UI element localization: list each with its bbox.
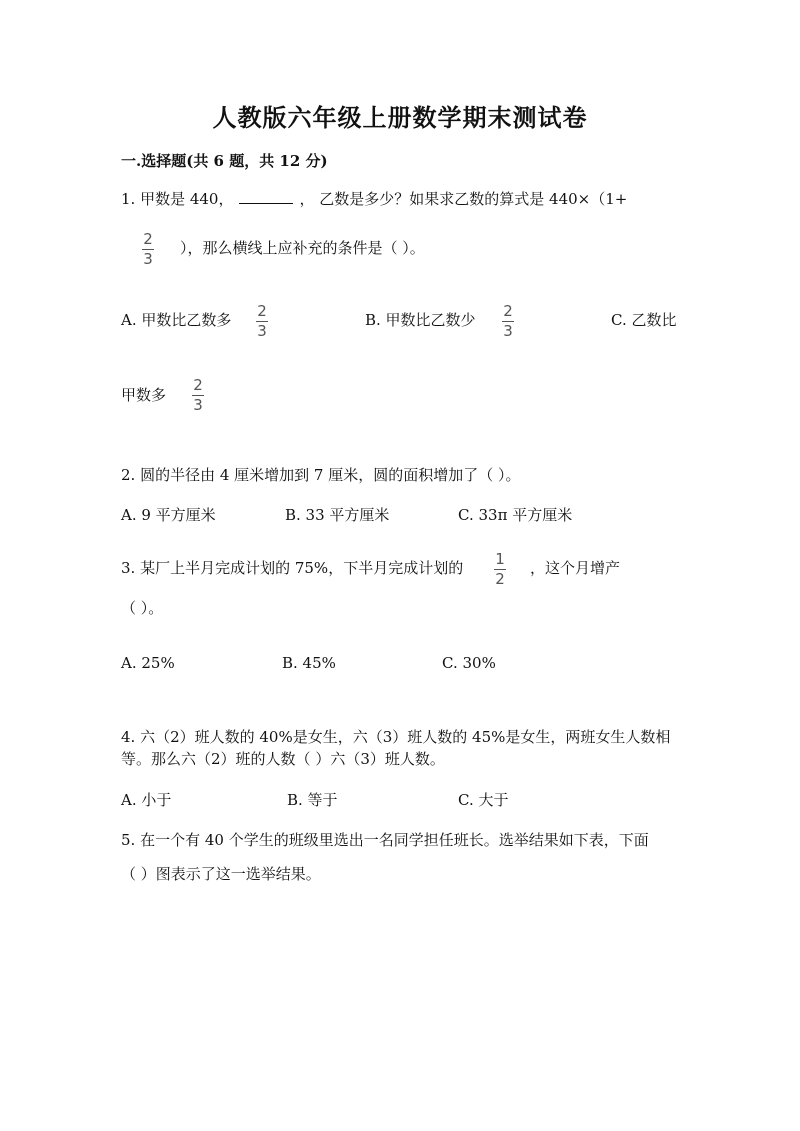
fraction-denominator: 3 (503, 322, 513, 340)
q1-option-a-fraction (256, 304, 268, 339)
section-heading: 一.选择题(共 6 题，共 12 分) (121, 152, 328, 170)
fraction-numerator: 2 (143, 230, 153, 248)
q1-stem-line2: ），那么横线上应补充的条件是（ ）。 (180, 239, 425, 257)
q1-stem-line1 (121, 189, 627, 209)
fraction-denominator: 3 (143, 250, 153, 268)
fraction-denominator: 3 (257, 322, 267, 340)
q1-option-b[interactable]: B. 甲数比乙数少 (365, 311, 476, 329)
q2-stem: 2. 圆的半径由 4 厘米增加到 7 厘米，圆的面积增加了（ ）。 (121, 466, 521, 484)
fraction-numerator: 2 (193, 376, 203, 394)
q4-option-c[interactable]: C. 大于 (458, 791, 509, 809)
fraction-denominator: 3 (193, 396, 203, 414)
q1-option-a[interactable]: A. 甲数比乙数多 (121, 311, 232, 329)
q3-stem-fraction (494, 552, 506, 587)
q1-stem-fraction (142, 232, 154, 267)
q1-option-c-continued: 甲数多 (121, 386, 167, 404)
q3-option-a[interactable]: A. 25% (121, 654, 175, 672)
q3-stem-part-c: （ ）。 (121, 599, 164, 617)
q4-option-b[interactable]: B. 等于 (287, 791, 338, 809)
q3-stem-part-b: ，这个月增产 (530, 559, 621, 577)
q1-option-c-fraction (192, 378, 204, 413)
fraction-numerator: 2 (257, 302, 267, 320)
q4-stem-line1: 4. 六（2）班人数的 40%是女生，六（3）班人数的 45%是女生，两班女生人数相 (121, 728, 671, 746)
q4-stem-line2: 等。那么六（2）班的人数（ ）六（3）班人数。 (121, 750, 445, 768)
q1-option-b-fraction (502, 304, 514, 339)
q1-option-c[interactable]: C. 乙数比 (611, 311, 677, 329)
page-title: 人教版六年级上册数学期末测试卷 (212, 103, 588, 132)
fraction-denominator: 2 (495, 570, 505, 588)
q5-stem-line1: 5. 在一个有 40 个学生的班级里选出一名同学担任班长。选举结果如下表，下面 (121, 831, 649, 849)
fraction-numerator: 1 (495, 550, 505, 568)
q3-option-c[interactable]: C. 30% (442, 654, 496, 672)
q1-stem-part-b: ， 乙数是多少？如果求乙数的算式是 440×（1+ (299, 190, 628, 208)
q5-stem-line2: （ ）图表示了这一选举结果。 (121, 865, 321, 883)
q2-option-b[interactable]: B. 33 平方厘米 (285, 506, 390, 524)
q1-answer-blank (239, 189, 293, 204)
q1-stem-part-a: 1. 甲数是 440， (121, 190, 234, 208)
q3-option-b[interactable]: B. 45% (282, 654, 336, 672)
q3-stem-part-a: 3. 某厂上半月完成计划的 75%，下半月完成计划的 (121, 559, 464, 577)
fraction-numerator: 2 (503, 302, 513, 320)
q4-option-a[interactable]: A. 小于 (121, 791, 172, 809)
q2-option-a[interactable]: A. 9 平方厘米 (121, 506, 216, 524)
q2-option-c[interactable]: C. 33π 平方厘米 (458, 506, 573, 524)
